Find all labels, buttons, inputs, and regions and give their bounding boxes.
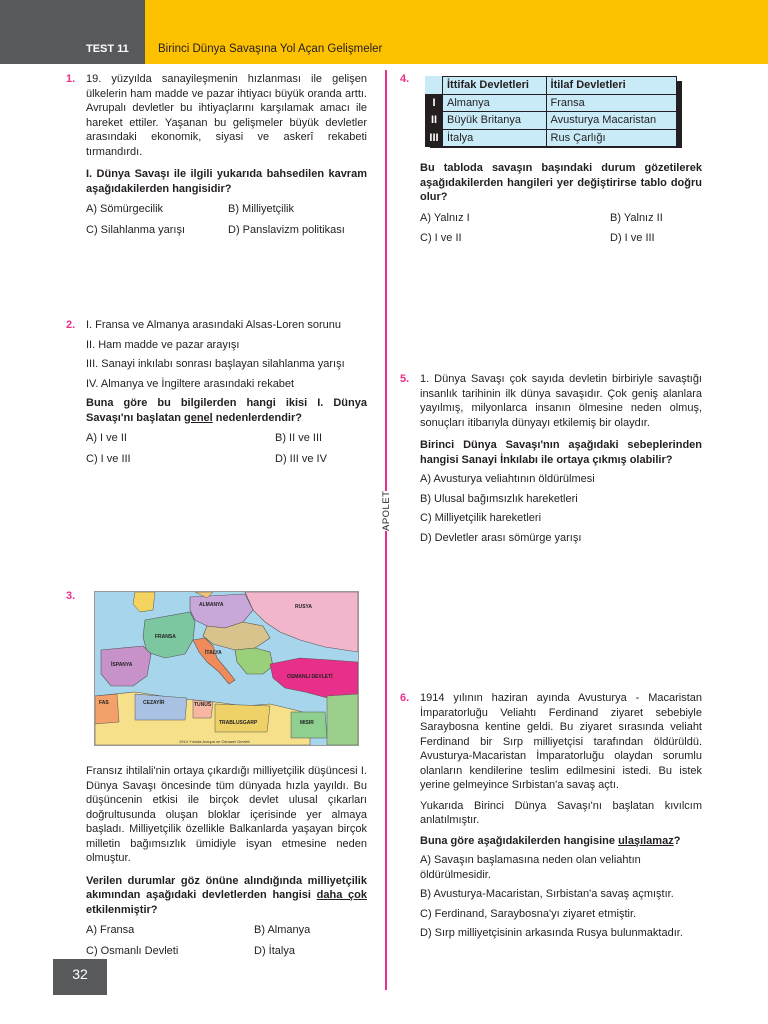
option-b[interactable]: B) Yalnız II [610, 211, 663, 224]
alliance-table-wrap [425, 76, 677, 147]
option-a[interactable]: A) Yalnız I [420, 211, 470, 224]
option-a[interactable]: A) I ve II [86, 432, 127, 444]
question-4 [400, 72, 702, 246]
europe-1914-map [94, 591, 359, 746]
table-row: III İtalya Rus Çarlığı [426, 129, 677, 147]
option-b[interactable]: B) II ve III [275, 432, 323, 444]
option-d[interactable]: D) Devletler arası sömürge yarışı [420, 531, 582, 544]
statement-iii: III. Sanayi inkılabı sonrası başlayan silahlanma yarışı [86, 358, 345, 370]
map-label-tunus: TUNUS [194, 702, 212, 708]
option-b[interactable]: B) Avusturya-Macaristan, Sırbistan'a savaş açmıştır. [420, 888, 674, 900]
option-d[interactable]: D) III ve IV [275, 452, 327, 465]
option-c[interactable]: C) Osmanlı Devleti [86, 944, 179, 957]
question-number: 5. [400, 373, 410, 385]
question-stem: Verilen durumlar göz önüne alındığında milliyetçilik akımından aşağıdaki devletlerden hangisi daha çok etkilenmiştir? [86, 874, 368, 916]
option-a[interactable]: A) Sömürgecilik [86, 203, 164, 215]
question-text-2: Yukarıda Birinci Dünya Savaşı'nı başlatan kıvılcım anlatılmıştır. [420, 799, 702, 826]
question-stem: Birinci Dünya Savaşı'nın aşağıdaki sebeplerinden hangisi Sanayi İnkılabı ile ortaya çıkmış olabilir? [420, 439, 702, 466]
option-a[interactable]: A) Savaşın başlamasına neden olan veliahtın öldürülmesidir. [420, 854, 641, 881]
map-caption: 1914 Yılında Avrupa ve Osmanlı Devleti [179, 739, 250, 744]
option-d[interactable]: D) I ve III [610, 232, 655, 244]
question-3-body [86, 764, 367, 958]
statement-i: I. Fransa ve Almanya arasındaki Alsas-Loren sorunu [86, 319, 341, 331]
question-stem: Buna göre bu bilgilerden hangi ikisi I. Dünya Savaşı'nı başlatan genel nedenlerdendir? [86, 397, 367, 424]
alliance-table [425, 76, 677, 147]
question-text: 19. yüzyılda sanayileşmenin hızlanması ile gelişen ülkelerin ham madde ve pazar ihtiyacı büyük oranda arttı. Avrupalı devletler bu ihtiyaçlarını karşılamak amacı ile hareket ettiler. Yaşanan bu gelişmeler büyük devletler arasındaki ekonomik, siyasi ve askerî rekabeti tırmandırdı. [86, 73, 367, 158]
question-number: 1. [66, 73, 76, 85]
map-label-rusya: RUSYA [295, 604, 313, 610]
option-c[interactable]: C) Silahlanma yarışı [86, 223, 186, 236]
question-number: 2. [66, 319, 76, 331]
option-c[interactable]: C) Ferdinand, Saraybosna'yı ziyaret etmiştir. [420, 907, 637, 920]
table-header-ittifak: İttifak Devletleri [443, 77, 547, 95]
test-number: TEST 11 [86, 43, 129, 55]
publisher-label: APOLET [381, 490, 392, 531]
table-header-itilaf: İtilaf Devletleri [546, 77, 676, 95]
map-label-almanya: ALMANYA [199, 602, 224, 608]
map-label-fransa: FRANSA [155, 634, 176, 640]
option-b[interactable]: B) Milliyetçilik [228, 203, 294, 215]
map-label-trablusgarp: TRABLUSGARP [219, 720, 258, 726]
question-6 [400, 691, 702, 941]
statement-iv: IV. Almanya ve İngiltere arasındaki rekabet [86, 377, 295, 390]
question-stem: Bu tabloda savaşın başındaki durum gözetilerek aşağıdakilerden hangileri yer değiştirirse tablo doğru olur? [420, 162, 702, 203]
question-stem: I. Dünya Savaşı ile ilgili yukarıda bahsedilen kavram aşağıdakilerden hangisidir? [86, 168, 367, 195]
question-stem: Buna göre aşağıdakilerden hangisine ulaşılamaz? [420, 834, 681, 847]
map-label-cezayir: CEZAYİR [143, 700, 165, 706]
option-d[interactable]: D) Sırp milliyetçisinin arkasında Rusya bulunmaktadır. [420, 927, 683, 939]
map-label-italya: İTALYA [205, 650, 222, 656]
option-c[interactable]: C) I ve II [420, 232, 462, 244]
question-1 [66, 72, 367, 237]
option-a[interactable]: A) Avusturya veliahtının öldürülmesi [420, 473, 595, 485]
option-c[interactable]: C) I ve III [86, 452, 131, 465]
question-text: Fransız ihtilali'nin ortaya çıkardığı milliyetçilik düşüncesi I. Dünya Savaşı öncesinde tüm dünyada hızla yayıldı. Bu düşüncenin etkisi ile birçok devlet ulusal çıkarları doğrultusunda oluşan bloklar içerisinde yer almaya başladı. Milliyetçilik özellikle Balkanlarda yaşayan birçok milletin bağımsızlık ümidiyle isyan etmesine neden olmuştur. [86, 765, 367, 864]
map-label-misir: MISIR [300, 720, 314, 726]
option-d[interactable]: D) Panslavizm politikası [228, 223, 345, 236]
question-number: 3. [66, 590, 76, 602]
option-c[interactable]: C) Milliyetçilik hareketleri [420, 512, 542, 524]
option-b[interactable]: B) Ulusal bağımsızlık hareketleri [420, 492, 578, 505]
question-number: 4. [400, 73, 410, 85]
map-label-ispanya: İSPANYA [111, 662, 133, 668]
option-b[interactable]: B) Almanya [254, 924, 311, 936]
page-number: 32 [53, 959, 107, 995]
map-label-osmanli: OSMANLI DEVLETİ [287, 674, 333, 680]
map-label-fas: FAS [99, 700, 109, 706]
option-a[interactable]: A) Fransa [86, 924, 135, 936]
option-d[interactable]: D) İtalya [254, 944, 295, 957]
statement-ii: II. Ham madde ve pazar arayışı [86, 338, 240, 351]
question-number: 6. [400, 692, 410, 704]
question-text: 1914 yılının haziran ayında Avusturya - Macaristan İmparatorluğu Veliahtı Ferdinand ziyaret sebebiyle Saraybosna kentine geldi. Bu ziyaret sırasında veliaht Ferdinand bir Sırp milliyetçisi tarafından öldürüldü. Avusturya-Macaristan İmparatorluğu olaydan sorumlu olanların kendilerine teslim edilmesini istedi. Bu istek yerine gelmeyince Sırbistan'a savaş açtı. [420, 692, 702, 791]
table-row: I Almanya Fransa [426, 94, 677, 112]
table-row: II Büyük Britanya Avusturya Macaristan [426, 112, 677, 130]
question-5 [400, 372, 702, 545]
question-text: 1. Dünya Savaşı çok sayıda devletin birbiriyle savaştığı insanlık tarihinin ilk dünya savaşıdır. Çok geniş alanlara yayılmış, milyonlarca insanın ölmesine neden olmuş, sonuçları itibarıyla dünyayı etkilemiş bir olaydır. [420, 373, 702, 429]
question-2 [66, 318, 367, 466]
test-title: Birinci Dünya Savaşına Yol Açan Gelişmeler [158, 43, 383, 55]
